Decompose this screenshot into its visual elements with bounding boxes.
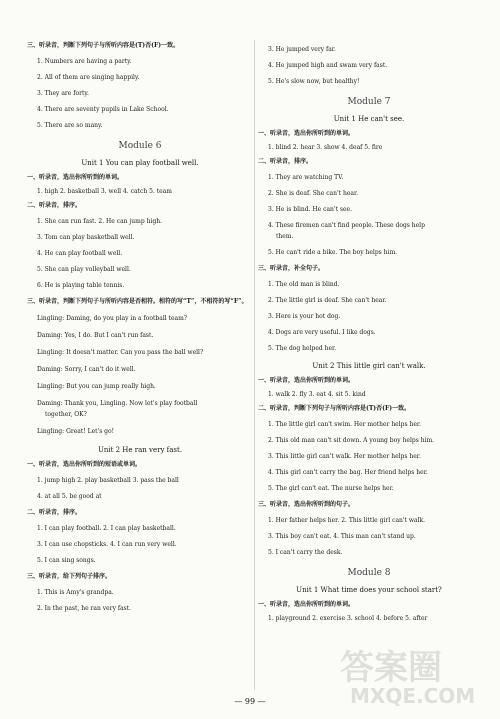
list-item: 2. The little girl is deaf. She can't hear. bbox=[268, 297, 387, 304]
section-heading: 二、听录音，排序。 bbox=[27, 509, 82, 516]
list-item: 1. playground 2. exercise 3. school 4. before 5. after bbox=[268, 615, 428, 622]
list-item: 1. The old man is blind. bbox=[268, 281, 340, 288]
list-item: 4. This girl can't carry the bag. Her friend helps her. bbox=[268, 469, 428, 476]
section-heading: 三、听录音，判断下列句子与所听内容是否相符。相符的写“T”，不相符的写“F”。 bbox=[27, 298, 248, 305]
unit-title: Unit 1 You can play football well. bbox=[81, 159, 199, 167]
list-item: 2. This old man can't sit down. A young boy helps him. bbox=[268, 437, 435, 444]
section-heading: 一、听录音，选出你所听到的短语或单词。 bbox=[27, 461, 142, 468]
module-title: Module 8 bbox=[347, 568, 391, 578]
list-item: 1. Her father helps her. 2. This little girl can't walk. bbox=[268, 517, 426, 524]
list-item: 1. They are watching TV. bbox=[268, 174, 344, 181]
list-item: 3. He is blind. He can't see. bbox=[268, 206, 352, 213]
list-item: 3. This boy can't eat. 4. This man can't stand up. bbox=[268, 533, 416, 540]
dialogue-line: Daming: Sorry, I can't do it well. bbox=[37, 366, 136, 373]
list-item: 5. The dog helped her. bbox=[268, 345, 337, 352]
list-item: 5. The girl can't eat. The nurse helps her. bbox=[268, 485, 394, 492]
list-item: 5. He can't ride a bike. The boy helps him. bbox=[268, 249, 398, 256]
dialogue-line: Daming: Yes, I do. But I can't run fast. bbox=[37, 332, 154, 339]
list-item: 4. He can play football well. bbox=[37, 250, 123, 257]
section-heading: 一、听录音，选出你所听到的单词。 bbox=[258, 601, 355, 608]
list-item: 3. I can use chopsticks. 4. I can run very well. bbox=[37, 541, 177, 548]
dialogue-line: Lingling: Great! Let's go! bbox=[37, 428, 115, 435]
section-heading: 一、听录音，选出你所听到的单词。 bbox=[258, 130, 355, 137]
list-item: 1. Numbers are having a party. bbox=[37, 58, 132, 65]
list-item: 3. This little girl can't walk. Her mother helps her. bbox=[268, 453, 421, 460]
section-heading: 三、听录音，选出你所听到的句子。 bbox=[258, 501, 355, 508]
list-item: 4. There are seventy pupils in Lake School. bbox=[37, 106, 169, 113]
section-heading: 三、听录音，补全句子。 bbox=[258, 265, 325, 272]
list-item: 1. walk 2. fly 3. eat 4. sit 5. kind bbox=[268, 391, 366, 398]
unit-title: Unit 2 This little girl can't walk. bbox=[312, 362, 426, 370]
section-heading: 二、听录音，判断下列句子与所听内容是(T)否(F)一致。 bbox=[258, 405, 411, 412]
list-item: 4. at all 5. be good at bbox=[37, 493, 102, 500]
section-heading: 一、听录音，选出你所听到的单词。 bbox=[258, 377, 355, 384]
left-column bbox=[27, 42, 253, 621]
unit-title: Unit 1 What time does your school start? bbox=[296, 586, 442, 594]
watermark-logo: 答案圈 bbox=[340, 648, 442, 688]
list-item: 4. These firemen can't find people. These dogs help bbox=[268, 222, 425, 229]
right-column bbox=[258, 42, 480, 629]
list-item: 3. He jumped very far. bbox=[268, 46, 336, 53]
page-number: — 99 — bbox=[234, 697, 266, 706]
watermark-url: MXQE.COM bbox=[350, 684, 476, 708]
section-heading: 三、听录音，判断下列句子与所听内容是(T)否(F)一致。 bbox=[27, 42, 180, 49]
dialogue-line: Lingling: But you can jump really high. bbox=[37, 383, 156, 390]
section-heading: 二、听录音，排序。 bbox=[258, 158, 313, 165]
list-item: 5. I can't carry the desk. bbox=[268, 549, 343, 556]
list-item: 3. Here is your hot dog. bbox=[268, 313, 341, 320]
unit-title: Unit 2 He ran very fast. bbox=[97, 446, 183, 454]
list-item: 3. They are forty. bbox=[37, 90, 89, 97]
module-title: Module 6 bbox=[118, 141, 162, 151]
column-divider bbox=[254, 40, 255, 690]
list-item: 4. Dogs are very useful. I like dogs. bbox=[268, 329, 376, 336]
dialogue-line: Lingling: Daming, do you play in a football team? bbox=[37, 315, 188, 322]
list-item: 6. He is playing table tennis. bbox=[37, 282, 125, 289]
section-heading: 三、听录音，给下列句子排序。 bbox=[27, 573, 112, 580]
list-item: 1. I can play football. 2. I can play basketball. bbox=[37, 525, 176, 532]
list-item: 3. Tom can play basketball well. bbox=[37, 234, 135, 241]
dialogue-line: Lingling: It doesn't matter. Can you pass the ball well? bbox=[37, 349, 204, 356]
dialogue-line: together, OK? bbox=[45, 411, 87, 418]
list-item: 1. high 2. basketball 3. well 4. catch 5. team bbox=[37, 188, 172, 195]
list-item: 2. All of them are singing happily. bbox=[37, 74, 140, 81]
list-item: 1. blind 2. hear 3. show 4. deaf 5. fire bbox=[268, 144, 383, 151]
list-item: 1. This is Amy's grandpa. bbox=[37, 589, 114, 596]
list-item: 2. In the past, he ran very fast. bbox=[37, 605, 132, 612]
list-item: 5. I can sing songs. bbox=[37, 557, 96, 564]
section-heading: 一、听录音，选出你所听到的单词。 bbox=[27, 174, 124, 181]
unit-title: Unit 1 He can't see. bbox=[333, 115, 405, 123]
list-item: 2. She is deaf. She can't hear. bbox=[268, 190, 359, 197]
list-item: 4. He jumped high and swam very fast. bbox=[268, 62, 388, 69]
list-item: 5. She can play volleyball well. bbox=[37, 266, 131, 273]
list-item: 5. He's slow now, but healthy! bbox=[268, 78, 360, 85]
module-title: Module 7 bbox=[347, 97, 391, 107]
list-item: 1. The little girl can't swim. Her mother helps her. bbox=[268, 421, 422, 428]
list-item: 1. jump high 2. play basketball 3. pass the ball bbox=[37, 477, 179, 484]
section-heading: 二、听录音，排序。 bbox=[27, 202, 82, 209]
list-item: 5. There are so many. bbox=[37, 122, 103, 129]
list-item: 1. She can run fast. 2. He can jump high. bbox=[37, 218, 162, 225]
list-item: them. bbox=[276, 233, 294, 240]
dialogue-line: Daming: Thank you, Lingling. Now let's play football bbox=[37, 400, 198, 407]
